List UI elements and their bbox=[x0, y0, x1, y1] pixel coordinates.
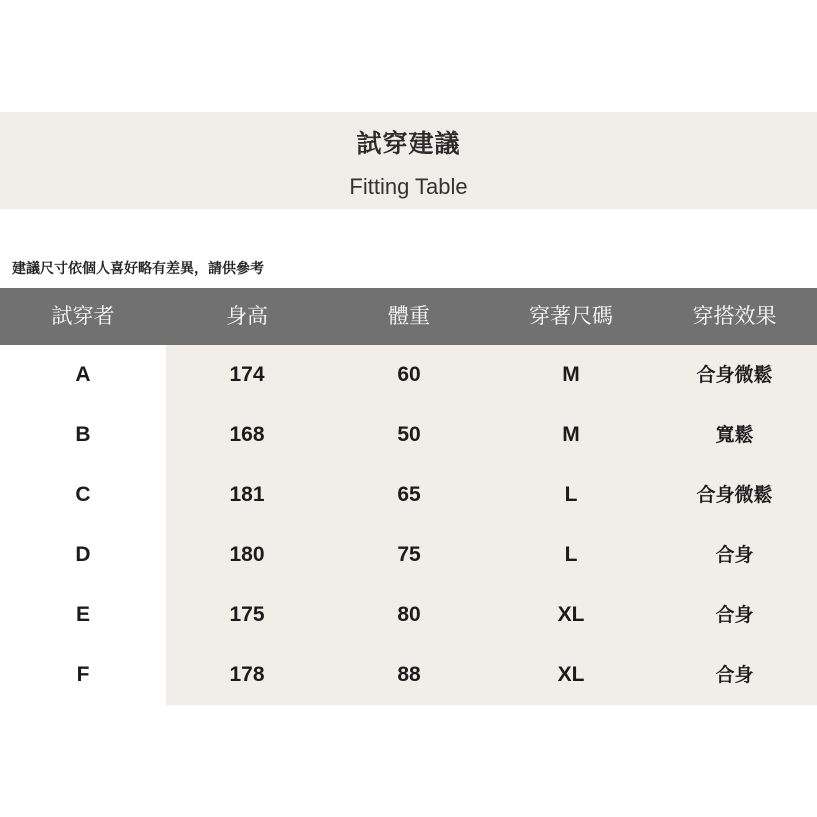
fit-cell: 合身 bbox=[715, 664, 754, 686]
weight-cell: 60 bbox=[397, 363, 421, 386]
table-row bbox=[0, 585, 817, 645]
weight-cell: 75 bbox=[397, 543, 421, 566]
tester-cell: E bbox=[75, 603, 90, 626]
size-cell: XL bbox=[557, 663, 585, 686]
header-size: 穿著尺碼 bbox=[529, 304, 613, 328]
fit-cell: 合身 bbox=[715, 604, 754, 626]
table-row bbox=[0, 345, 817, 405]
height-cell: 168 bbox=[229, 423, 265, 446]
fit-cell: 合身 bbox=[715, 544, 754, 566]
tester-cell: B bbox=[75, 423, 91, 446]
header-fit: 穿搭效果 bbox=[692, 304, 777, 328]
size-note: 建議尺寸依個人喜好略有差異，請供參考 bbox=[12, 261, 264, 277]
table-row bbox=[0, 405, 817, 465]
weight-cell: 88 bbox=[397, 663, 421, 686]
height-cell: 180 bbox=[229, 543, 265, 566]
header-height: 身高 bbox=[226, 304, 268, 328]
tester-cell: D bbox=[75, 543, 91, 566]
fit-cell: 合身微鬆 bbox=[696, 364, 773, 386]
size-cell: XL bbox=[557, 603, 585, 626]
size-cell: M bbox=[562, 363, 580, 386]
height-cell: 178 bbox=[229, 663, 265, 686]
size-cell: L bbox=[564, 543, 578, 566]
table-header bbox=[0, 288, 817, 345]
height-cell: 174 bbox=[229, 363, 265, 386]
header-tester: 試穿者 bbox=[51, 304, 115, 328]
tester-cell: A bbox=[75, 363, 91, 386]
size-cell: M bbox=[562, 423, 580, 446]
table-row bbox=[0, 645, 817, 705]
tester-cell: F bbox=[76, 663, 90, 686]
weight-cell: 65 bbox=[397, 483, 421, 506]
size-cell: L bbox=[564, 483, 578, 506]
table-body bbox=[0, 345, 817, 705]
header-weight: 體重 bbox=[388, 304, 430, 328]
height-cell: 175 bbox=[229, 603, 265, 626]
table-row bbox=[0, 525, 817, 585]
fit-cell: 寬鬆 bbox=[715, 424, 754, 446]
weight-cell: 50 bbox=[397, 423, 421, 446]
page-title: 試穿建議 bbox=[356, 129, 461, 158]
table-row bbox=[0, 465, 817, 525]
tester-cell: C bbox=[75, 483, 91, 506]
weight-cell: 80 bbox=[397, 603, 421, 626]
page-subtitle: Fitting Table bbox=[349, 174, 468, 199]
height-cell: 181 bbox=[229, 483, 265, 506]
fit-cell: 合身微鬆 bbox=[696, 484, 773, 506]
